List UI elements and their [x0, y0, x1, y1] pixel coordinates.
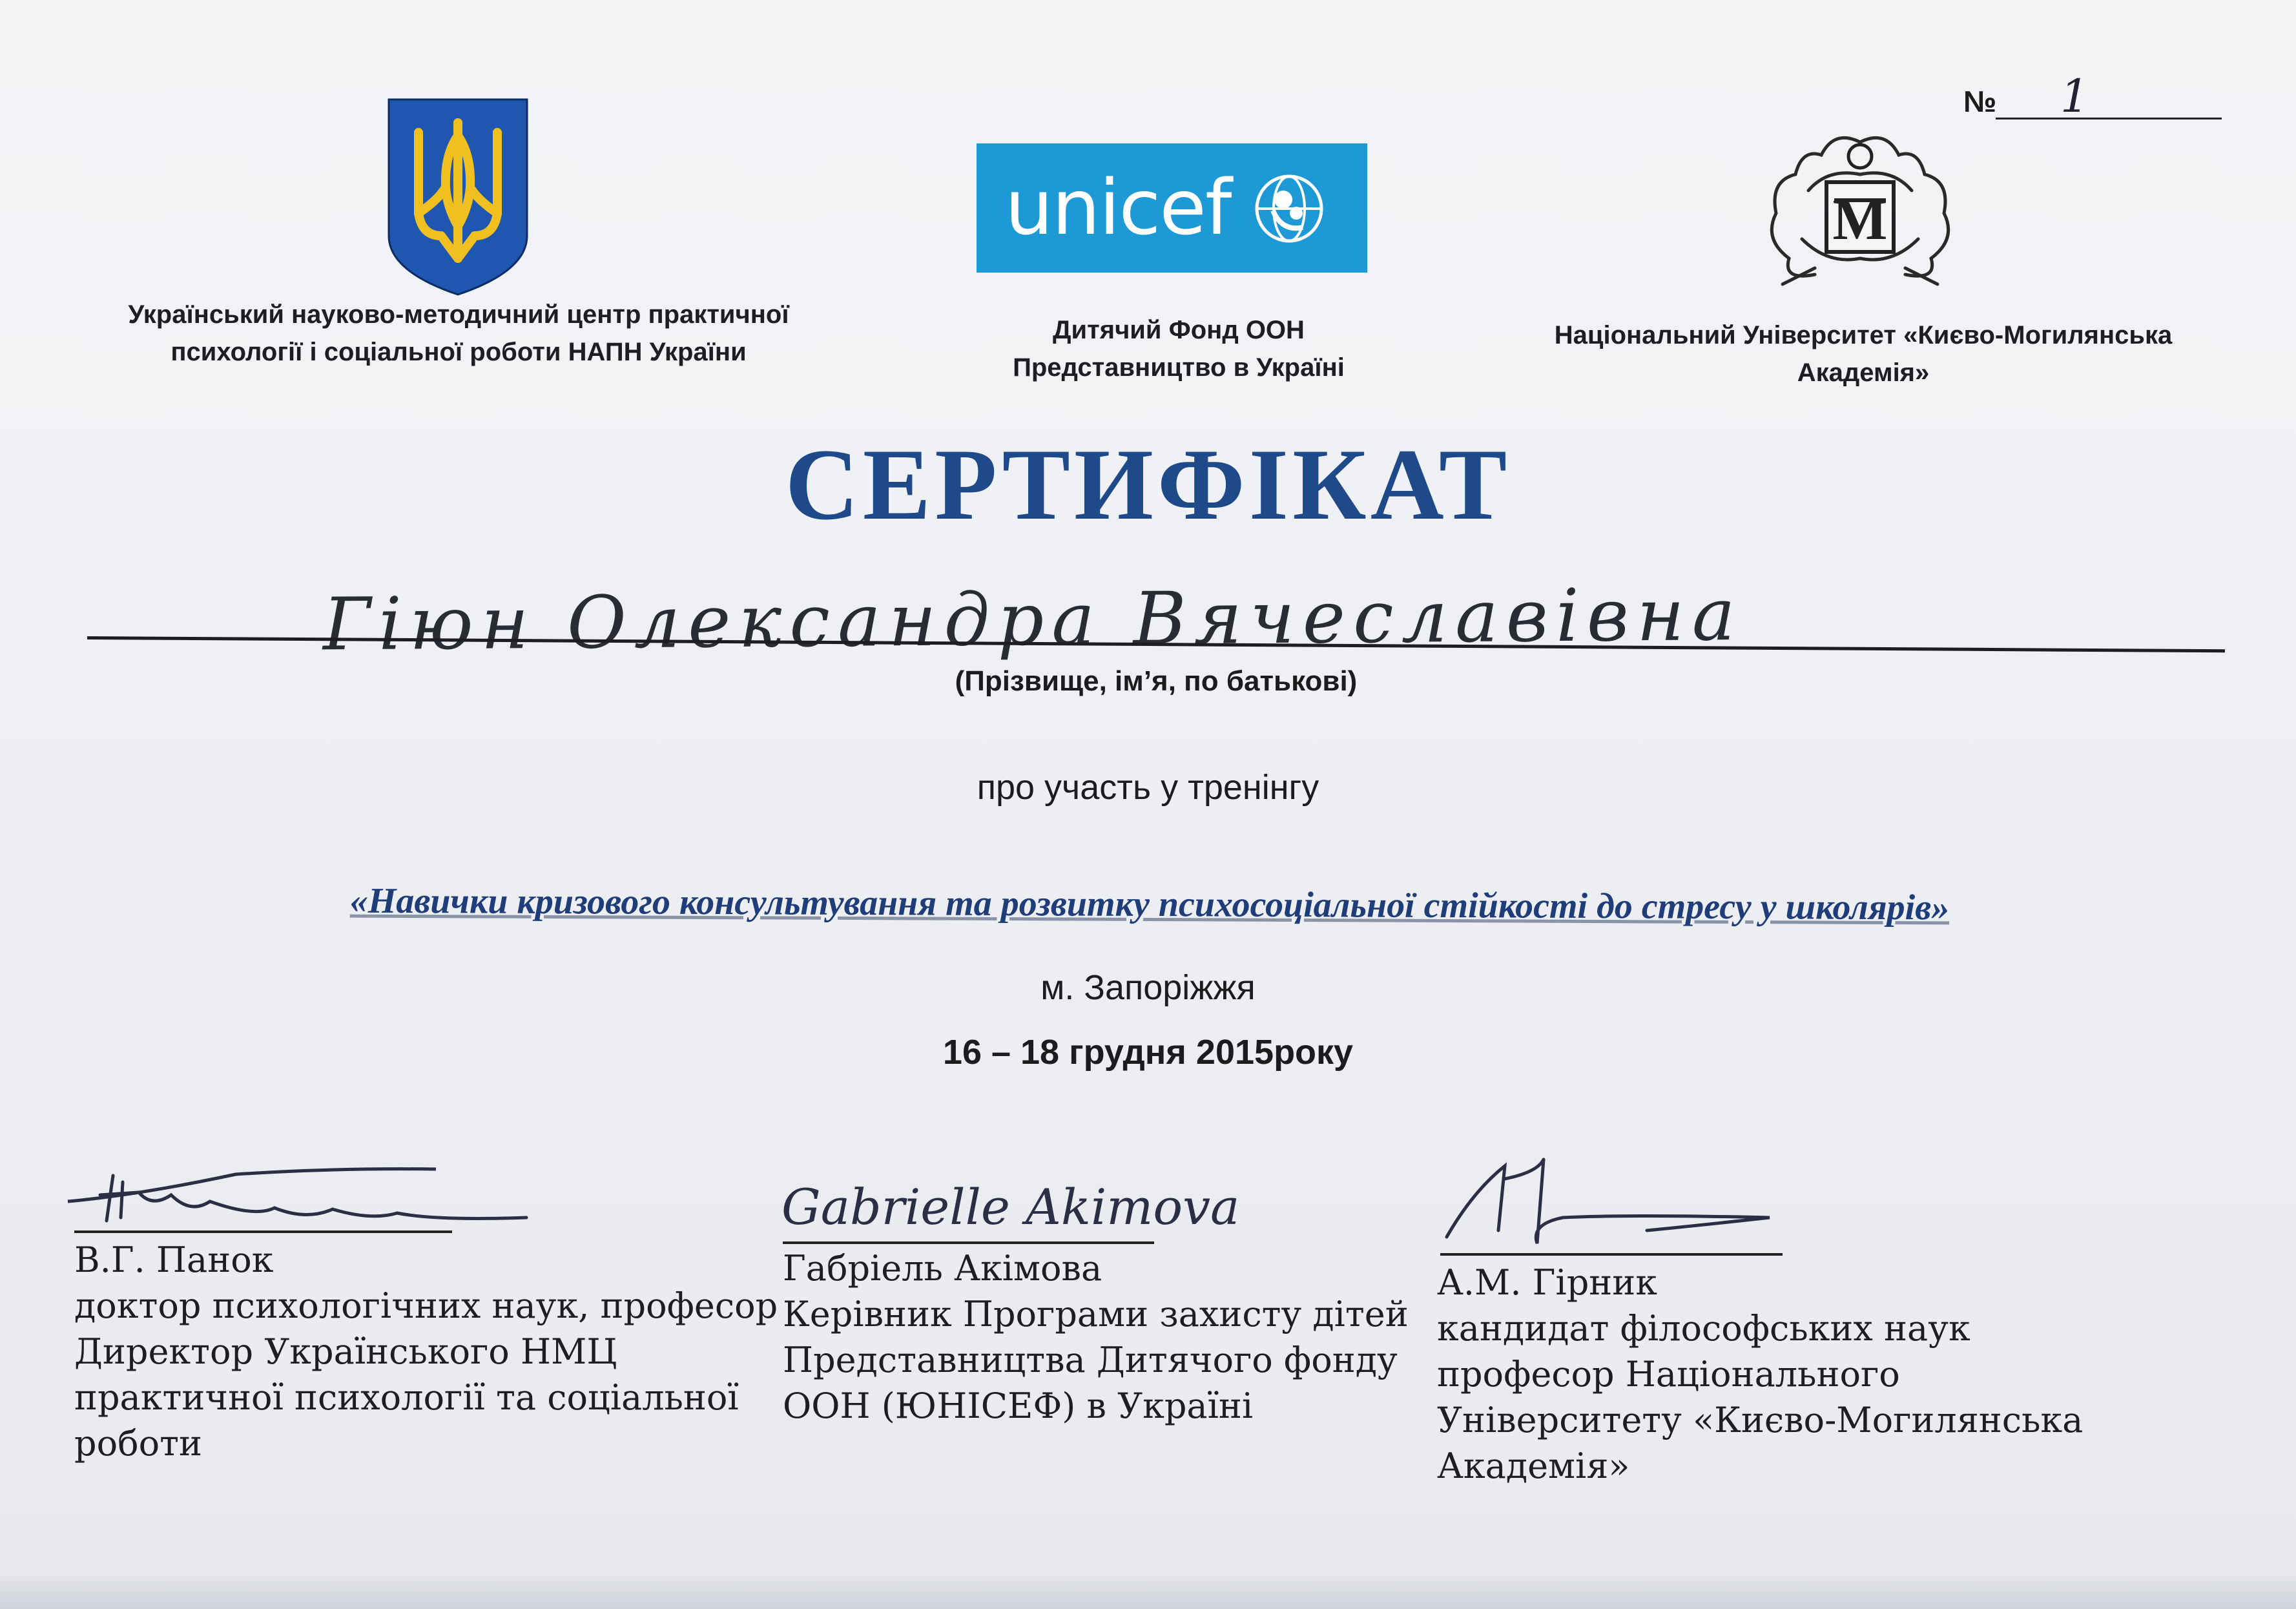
svg-text:M: M [1832, 188, 1888, 252]
trident-emblem-icon [386, 97, 530, 297]
participation-text: про участь у тренінгу [977, 768, 1319, 807]
number-value: 1 [2060, 70, 2089, 123]
signer-3-line-1: кандидат філософських наук [1437, 1308, 1970, 1349]
signer-3-block [1437, 1260, 2083, 1489]
signature-line-2 [783, 1241, 1154, 1244]
signer-2-block [783, 1245, 1409, 1429]
signer-3-line-4: Академія» [1437, 1446, 1630, 1486]
unicef-logo [977, 143, 1367, 273]
signer-2-name: Габріель Акімова [783, 1248, 1102, 1289]
date-text: 16 – 18 грудня 2015року [942, 1033, 1354, 1072]
signer-2-line-2: Представництва Дитячого фонду [783, 1340, 1398, 1380]
city-text: м. Запоріжжя [1040, 968, 1256, 1007]
kma-emblem-icon [1757, 129, 1963, 291]
org-left-line1: Український науково-методичний центр практичної [128, 300, 789, 329]
signature-2 [775, 1166, 1279, 1243]
signer-2-line-3: ООН (ЮНІСЕФ) в Україні [783, 1386, 1254, 1426]
org-right-caption [1524, 317, 2202, 391]
signer-3-line-2: професор Національного [1437, 1354, 1900, 1395]
org-left-caption [97, 296, 820, 371]
unicef-logo-text: unicef [1005, 163, 1231, 252]
signer-1-line-3: практичної психології та соціальної [74, 1377, 739, 1418]
signer-1-line-2: Директор Українського НМЦ [74, 1331, 617, 1372]
number-underline [1996, 118, 2222, 119]
number-label: № [1963, 85, 1997, 118]
signature-1 [61, 1156, 539, 1234]
org-center-caption [962, 311, 1395, 386]
unicef-globe-icon [1251, 171, 1327, 247]
paper-edge [0, 1576, 2296, 1609]
signer-3-name: А.М. Гірник [1437, 1262, 1658, 1303]
recipient-name-handwritten: Гіюн Олександра Вячеславівна [322, 572, 1743, 667]
signature-line-3 [1440, 1253, 1783, 1256]
name-caption: (Прізвище, ім’я, по батькові) [955, 665, 1358, 697]
org-left-line2: психології і соціальної роботи НАПН України [171, 338, 747, 366]
certificate-title: СЕРТИФІКАТ [785, 428, 1511, 541]
org-center-line1: Дитячий Фонд ООН [1053, 316, 1305, 344]
signer-1-line-4: роботи [74, 1423, 202, 1464]
certificate-number [1963, 70, 2196, 123]
signer-3-line-3: Університету «Києво-Могилянська [1437, 1400, 2084, 1440]
org-right-line1: Національний Університет «Києво-Могилянська [1554, 321, 2173, 349]
signer-2-line-1: Керівник Програми захисту дітей [783, 1294, 1409, 1334]
org-right-line2: Академія» [1797, 358, 1930, 387]
signature-2-text: Gabrielle Akimova [781, 1178, 1240, 1236]
signer-1-block [74, 1237, 778, 1466]
training-title: «Навички кризового консультування та розвитку психосоціальної стійкості до стресу у школярів» [349, 880, 1950, 928]
signer-1-line-1: доктор психологічних наук, професор [74, 1285, 778, 1326]
signature-line-1 [74, 1230, 452, 1233]
signature-3 [1434, 1153, 1795, 1256]
signer-1-name: В.Г. Панок [74, 1240, 274, 1280]
org-center-line2: Представництво в Україні [1013, 353, 1345, 382]
